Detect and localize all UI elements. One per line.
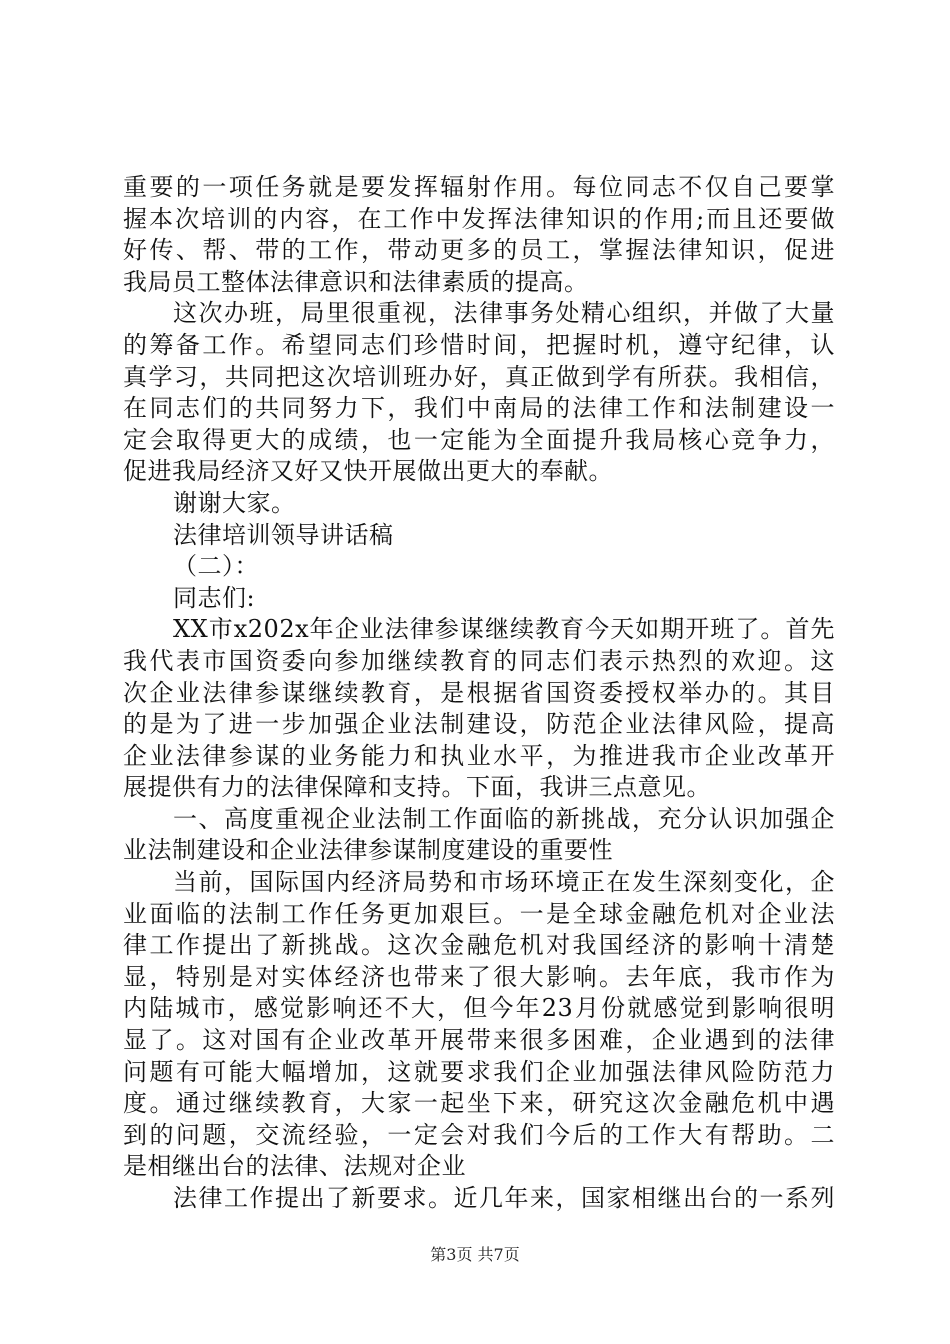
- text-line: 次企业法律参谋继续教育，是根据省国资委授权举办的。其目: [123, 678, 835, 707]
- text-line: 重要的一项任务就是要发挥辐射作用。每位同志不仅自己要掌: [123, 173, 835, 201]
- text-line: 定会取得更大的成绩，也一定能为全面提升我局核心竞争力，: [123, 425, 835, 454]
- salutation: 同志们:: [173, 583, 256, 612]
- text-line: 度。通过继续教育，大家一起坐下来，研究这次金融危机中遇: [123, 1089, 835, 1118]
- text-line: 促进我局经济又好又快开展做出更大的奉献。: [123, 457, 613, 486]
- section-title: 法律培训领导讲话稿: [173, 520, 394, 549]
- text-line: 真学习，共同把这次培训班办好，真正做到学有所获。我相信，: [123, 362, 835, 391]
- text-line: 显，特别是对实体经济也带来了很大影响。去年底，我市作为: [123, 962, 835, 991]
- text-line: 到的问题，交流经验，一定会对我们今后的工作大有帮助。二: [123, 1120, 835, 1149]
- text-line: 这次办班，局里很重视，法律事务处精心组织，并做了大量: [173, 299, 835, 328]
- text-line: 问题有可能大幅增加，这就要求我们企业加强法律风险防范力: [123, 1057, 835, 1086]
- text-line: 我代表市国资委向参加继续教育的同志们表示热烈的欢迎。这: [123, 646, 835, 675]
- text-line: 当前，国际国内经济局势和市场环境正在发生深刻变化，企: [173, 868, 835, 897]
- page-footer: [0, 1244, 950, 1266]
- text-line: 的是为了进一步加强企业法制建设，防范企业法律风险，提高: [123, 710, 835, 739]
- text-line: 显了。这对国有企业改革开展带来很多困难，企业遇到的法律: [123, 1026, 835, 1055]
- text-line: 好传、帮、带的工作，带动更多的员工，掌握法律知识，促进: [123, 236, 835, 265]
- text-line: 展提供有力的法律保障和支持。下面，我讲三点意见。: [123, 773, 711, 802]
- text-line: 握本次培训的内容，在工作中发挥法律知识的作用;而且还要做: [123, 204, 835, 233]
- text-line: 在同志们的共同努力下，我们中南局的法律工作和法制建设一: [123, 394, 835, 423]
- text-line: 律工作提出了新挑战。这次金融危机对我国经济的影响十清楚: [123, 931, 835, 960]
- page-number: 第3页 共7页: [430, 1245, 520, 1264]
- text-line: 谢谢大家。: [173, 488, 296, 517]
- text-line: 业法制建设和企业法律参谋制度建设的重要性: [123, 836, 613, 865]
- text-line: 的筹备工作。希望同志们珍惜时间，把握时机，遵守纪律，认: [123, 330, 835, 359]
- text-line: 一、高度重视企业法制工作面临的新挑战，充分认识加强企: [173, 804, 835, 833]
- text-line: 是相继出台的法律、法规对企业: [123, 1152, 466, 1181]
- text-line: 业面临的法制工作任务更加艰巨。一是全球金融危机对企业法: [123, 899, 835, 928]
- text-line: 法律工作提出了新要求。近几年来，国家相继出台的一系列: [173, 1184, 835, 1212]
- text-line: XX市x202x年企业法律参谋继续教育今天如期开班了。首先: [173, 615, 835, 644]
- document-body: [123, 172, 835, 1215]
- text-line: 内陆城市，感觉影响还不大，但今年23月份就感觉到影响很明: [123, 994, 835, 1023]
- text-line: 企业法律参谋的业务能力和执业水平，为推进我市企业改革开: [123, 741, 835, 770]
- section-number: （二）：: [173, 552, 259, 581]
- text-line: 我局员工整体法律意识和法律素质的提高。: [123, 267, 589, 296]
